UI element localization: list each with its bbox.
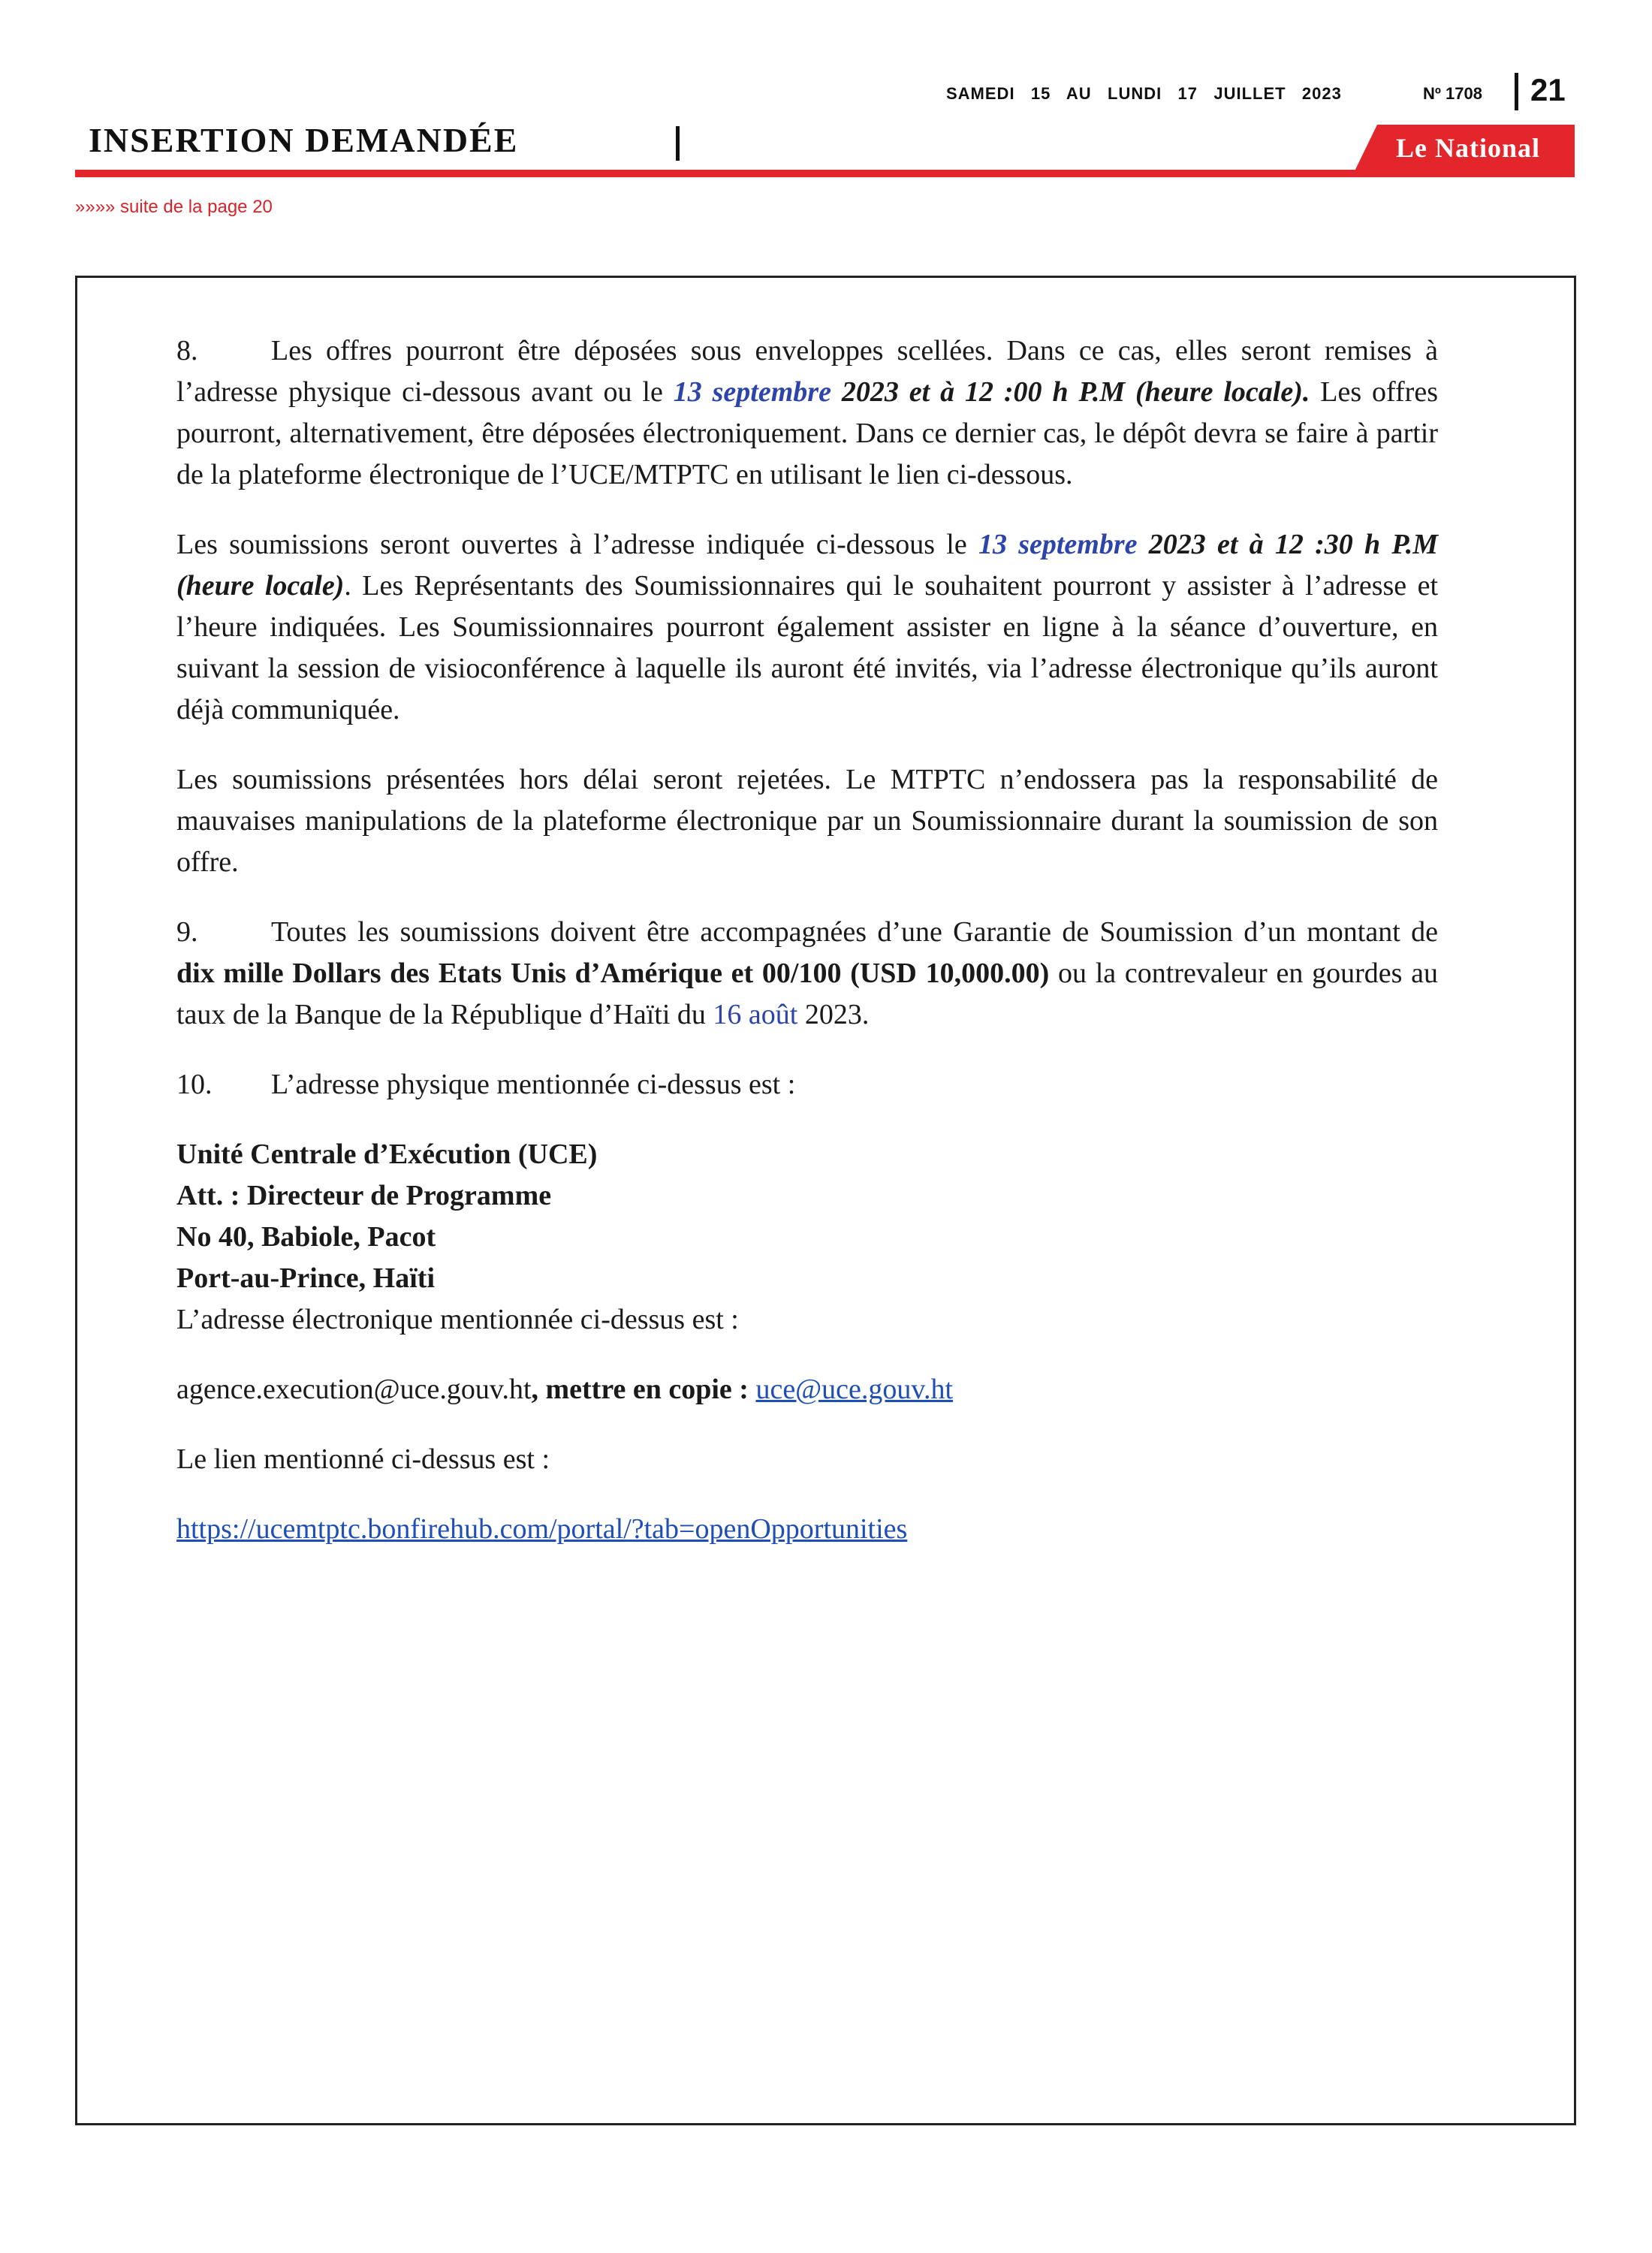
opening-date: 13 septembre	[978, 529, 1138, 560]
portal-link-line	[176, 1509, 1438, 1550]
header-divider	[1515, 73, 1518, 110]
paragraph-text: Les offres pourront, alternativement, être déposées électroniquement. Dans ce dernier cas, le dépôt devra se faire à partir de la plateforme électronique de l’UCE/MTPTC en utilisant le lien ci-dessous.	[176, 376, 1438, 490]
paragraph-8	[176, 330, 1438, 496]
address-line-4: Port-au-Prince, Haïti	[176, 1262, 436, 1294]
paragraph-10	[176, 1064, 1438, 1105]
portal-link[interactable]: https://ucemtptc.bonfirehub.com/portal/?tab=openOpportunities	[176, 1513, 908, 1545]
address-line-3: No 40, Babiole, Pacot	[176, 1221, 436, 1253]
copy-label: , mettre en copie :	[531, 1374, 756, 1405]
red-rule	[75, 170, 1575, 177]
item-number: 9.	[176, 916, 198, 948]
deadline-time: 2023 et à 12 :00 h P.M (heure locale).	[831, 376, 1310, 408]
paragraph-text: Les soumissions seront ouvertes à l’adresse indiquée ci-dessous le	[176, 529, 978, 560]
item-number: 10.	[176, 1069, 213, 1100]
paragraph-text: Toutes les soumissions doivent être accompagnées d’une Garantie de Soumission d’un montant de	[271, 916, 1438, 948]
brand-name: Le National	[1395, 133, 1540, 163]
link-intro: Le lien mentionné ci-dessus est :	[176, 1443, 550, 1475]
paragraph-9	[176, 912, 1438, 1036]
exchange-rate-date: 16 août	[713, 999, 798, 1030]
email-line	[176, 1369, 1438, 1410]
physical-address	[176, 1134, 1438, 1341]
deadline-date: 13 septembre	[673, 376, 831, 408]
paragraph-text: 2023.	[797, 999, 870, 1030]
article-body	[176, 330, 1438, 1550]
opening-time: 2023 et à 12 :30 h P.M (heure locale)	[176, 529, 1438, 602]
continuation-note: »»»» suite de la page 20	[75, 197, 273, 217]
primary-email: agence.execution@uce.gouv.ht	[176, 1374, 532, 1405]
item-number: 8.	[176, 335, 198, 366]
issue-number: Nº 1708	[1423, 84, 1482, 103]
paragraph-late-submissions: Les soumissions présentées hors délai seront rejetées. Le MTPTC n’endossera pas la responsabilité de mauvaises manipulations de la plateforme électronique par un Soumissionnaire durant la soumission de son offre.	[176, 764, 1438, 878]
header-date-line: SAMEDI 15 AU LUNDI 17 JUILLET 2023	[946, 84, 1342, 103]
paragraph-text: . Les Représentants des Soumissionnaires qui le souhaitent pourront y assister à l’adresse et l’heure indiquées. Les Soumissionnaires pourront également assister en ligne à la séance d’ouverture, en suivant la session de visioconférence à laquelle ils auront été invités, via l’adresse électronique qu’ils auront déjà communiquée.	[176, 570, 1438, 725]
address-line-2: Att. : Directeur de Programme	[176, 1180, 552, 1211]
guarantee-amount: dix mille Dollars des Etats Unis d’Amérique et 00/100 (USD 10,000.00)	[176, 958, 1050, 989]
email-intro: L’adresse électronique mentionnée ci-dessus est :	[176, 1304, 739, 1335]
section-title: INSERTION DEMANDÉE	[89, 121, 519, 159]
paragraph-text: L’adresse physique mentionnée ci-dessus est :	[271, 1069, 796, 1100]
title-divider	[676, 126, 680, 161]
paragraph-opening	[176, 524, 1438, 731]
copy-email-link[interactable]: uce@uce.gouv.ht	[755, 1374, 954, 1405]
page-number: 21	[1530, 72, 1566, 107]
paragraph-text: Les offres pourront être déposées sous enveloppes scellées. Dans ce cas, elles seront remises à l’adresse physique ci-dessous avant ou le	[176, 335, 1438, 408]
address-line-1: Unité Centrale d’Exécution (UCE)	[176, 1139, 598, 1170]
paragraph-text: ou la contrevaleur en gourdes au taux de la Banque de la République d’Haïti du	[176, 958, 1438, 1030]
